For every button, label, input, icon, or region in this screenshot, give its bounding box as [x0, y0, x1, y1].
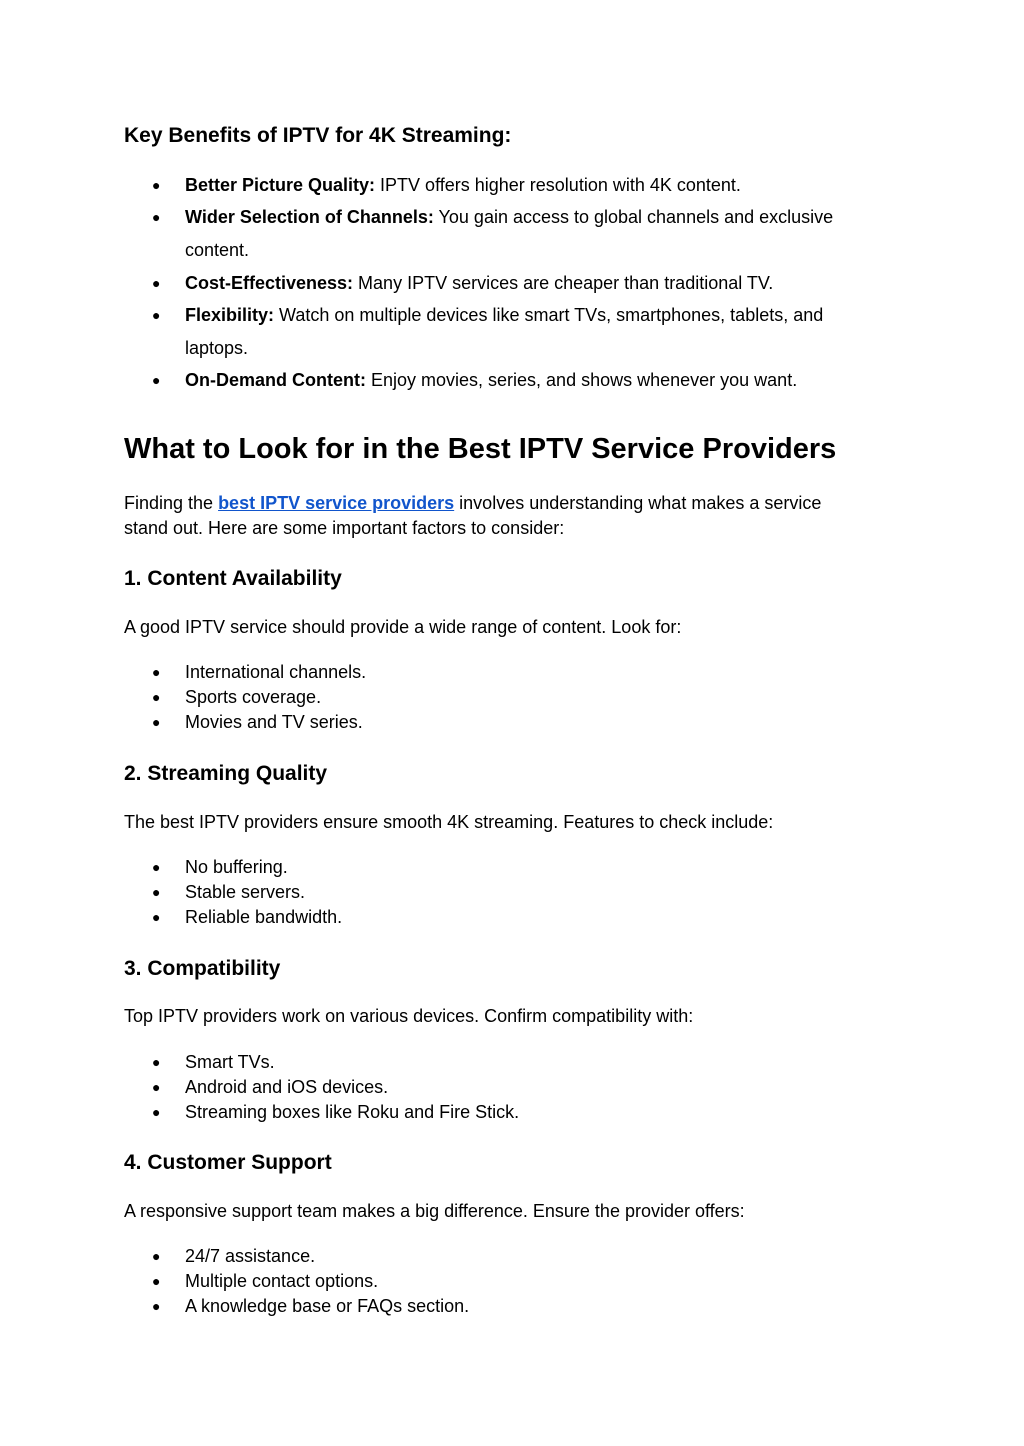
benefit-text: Enjoy movies, series, and shows whenever you want.	[365, 370, 798, 390]
bullet-icon: ●	[152, 1298, 161, 1314]
bullet-icon: ●	[152, 664, 161, 680]
intro-paragraph	[124, 491, 869, 541]
bullet-icon: ●	[152, 209, 161, 225]
benefit-label: Wider Selection of Channels:	[185, 207, 434, 227]
bullet-icon: ●	[152, 714, 161, 730]
section-heading: 3. Compatibility	[124, 957, 281, 980]
bullet-icon: ●	[152, 177, 161, 193]
page-title: What to Look for in the Best IPTV Service Providers	[124, 433, 837, 465]
bullet-icon: ●	[152, 1273, 161, 1289]
list-item-text: Multiple contact options.	[185, 1271, 379, 1291]
benefit-text: IPTV offers higher resolution with 4K content.	[375, 175, 741, 195]
section-heading: 2. Streaming Quality	[124, 762, 328, 785]
list-item-text: Android and iOS devices.	[185, 1077, 389, 1097]
intro-text-before: Finding the	[124, 493, 219, 513]
benefit-text: Many IPTV services are cheaper than traditional TV.	[353, 273, 774, 293]
benefit-text: Watch on multiple devices like smart TVs, smartphones, tablets, and laptops.	[185, 305, 824, 358]
benefit-label: Flexibility:	[185, 305, 275, 325]
section-intro: A responsive support team makes a big difference. Ensure the provider offers:	[124, 1201, 745, 1221]
list-item-text: Stable servers.	[185, 882, 306, 902]
best-iptv-providers-link[interactable]: best IPTV service providers	[218, 493, 455, 513]
intro-text-after: involves understanding what makes a service stand out. Here are some important factors to consider:	[124, 493, 822, 538]
list-item-text: Streaming boxes like Roku and Fire Stick.	[185, 1102, 520, 1122]
bullet-icon: ●	[152, 859, 161, 875]
list-item-text: Reliable bandwidth.	[185, 907, 343, 927]
benefit-text: You gain access to global channels and exclusive content.	[185, 207, 834, 260]
bullet-icon: ●	[152, 909, 161, 925]
benefit-label: On-Demand Content:	[185, 370, 366, 390]
bullet-icon: ●	[152, 307, 161, 323]
benefit-label: Better Picture Quality:	[185, 175, 376, 195]
benefits-heading: Key Benefits of IPTV for 4K Streaming:	[124, 124, 512, 147]
list-item-text: A knowledge base or FAQs section.	[185, 1296, 470, 1316]
section-intro: The best IPTV providers ensure smooth 4K streaming. Features to check include:	[124, 812, 774, 832]
list-item-text: 24/7 assistance.	[185, 1246, 316, 1266]
list-item-text: Sports coverage.	[185, 687, 322, 707]
section-intro: Top IPTV providers work on various devices. Confirm compatibility with:	[124, 1006, 694, 1026]
section-intro: A good IPTV service should provide a wide range of content. Look for:	[124, 617, 682, 637]
bullet-icon: ●	[152, 1248, 161, 1264]
list-item-text: Movies and TV series.	[185, 712, 363, 732]
bullet-icon: ●	[152, 275, 161, 291]
list-item-text: Smart TVs.	[185, 1052, 275, 1072]
bullet-icon: ●	[152, 1054, 161, 1070]
bullet-icon: ●	[152, 1104, 161, 1120]
bullet-icon: ●	[152, 884, 161, 900]
bullet-icon: ●	[152, 372, 161, 388]
list-item-text: International channels.	[185, 662, 367, 682]
benefit-label: Cost-Effectiveness:	[185, 273, 354, 293]
section-heading: 4. Customer Support	[124, 1151, 332, 1174]
bullet-icon: ●	[152, 689, 161, 705]
section-heading: 1. Content Availability	[124, 567, 342, 590]
bullet-icon: ●	[152, 1079, 161, 1095]
list-item-text: No buffering.	[185, 857, 288, 877]
